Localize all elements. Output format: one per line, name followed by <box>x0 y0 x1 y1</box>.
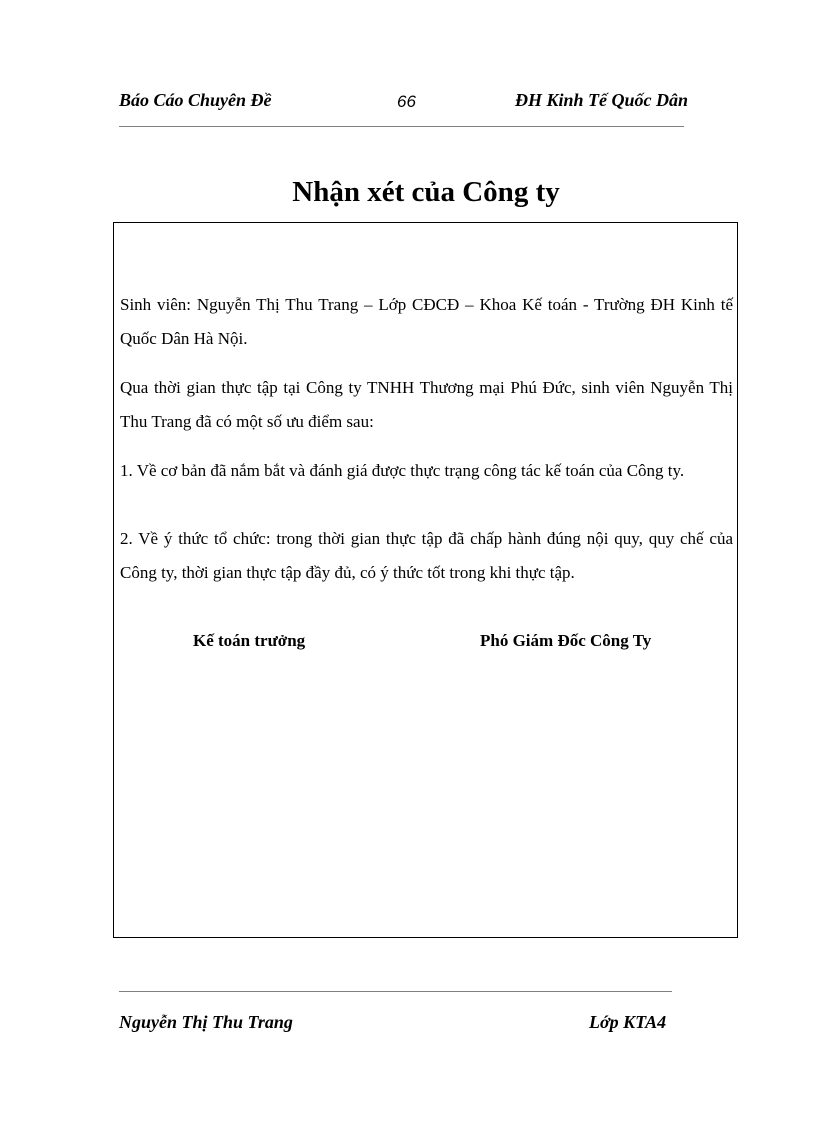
student-info-paragraph: Sinh viên: Nguyễn Thị Thu Trang – Lớp CĐCĐ – Khoa Kế toán - Trường ĐH Kinh tế Quốc Dân Hà Nội. <box>120 295 733 348</box>
internship-summary-paragraph: Qua thời gian thực tập tại Công ty TNHH Thương mại Phú Đức, sinh viên Nguyễn Thị Thu Trang đã có một số ưu điểm sau: <box>120 378 733 431</box>
page-title: Nhận xét của Công ty <box>292 176 560 208</box>
header-divider <box>119 126 684 127</box>
signature-chief-accountant: Kế toán trưởng <box>193 631 306 650</box>
header-university: ĐH Kinh Tế Quốc Dân <box>515 90 689 110</box>
signature-deputy-director: Phó Giám Đốc Công Ty <box>480 631 652 650</box>
footer-divider <box>119 991 672 992</box>
strength-item-1: 1. Về cơ bản đã nắm bắt và đánh giá được thực trạng công tác kế toán của Công ty. <box>120 461 685 480</box>
header-report-title: Báo Cáo Chuyên Đề <box>119 90 272 110</box>
footer-author: Nguyễn Thị Thu Trang <box>119 1012 293 1032</box>
footer-class: Lớp KTA4 <box>589 1012 667 1032</box>
header-page-number: 66 <box>397 92 416 111</box>
strength-item-2: 2. Về ý thức tổ chức: trong thời gian thực tập đã chấp hành đúng nội quy, quy chế của Công ty, thời gian thực tập đầy đủ, có ý thức tốt trong khi thực tập. <box>120 529 733 582</box>
